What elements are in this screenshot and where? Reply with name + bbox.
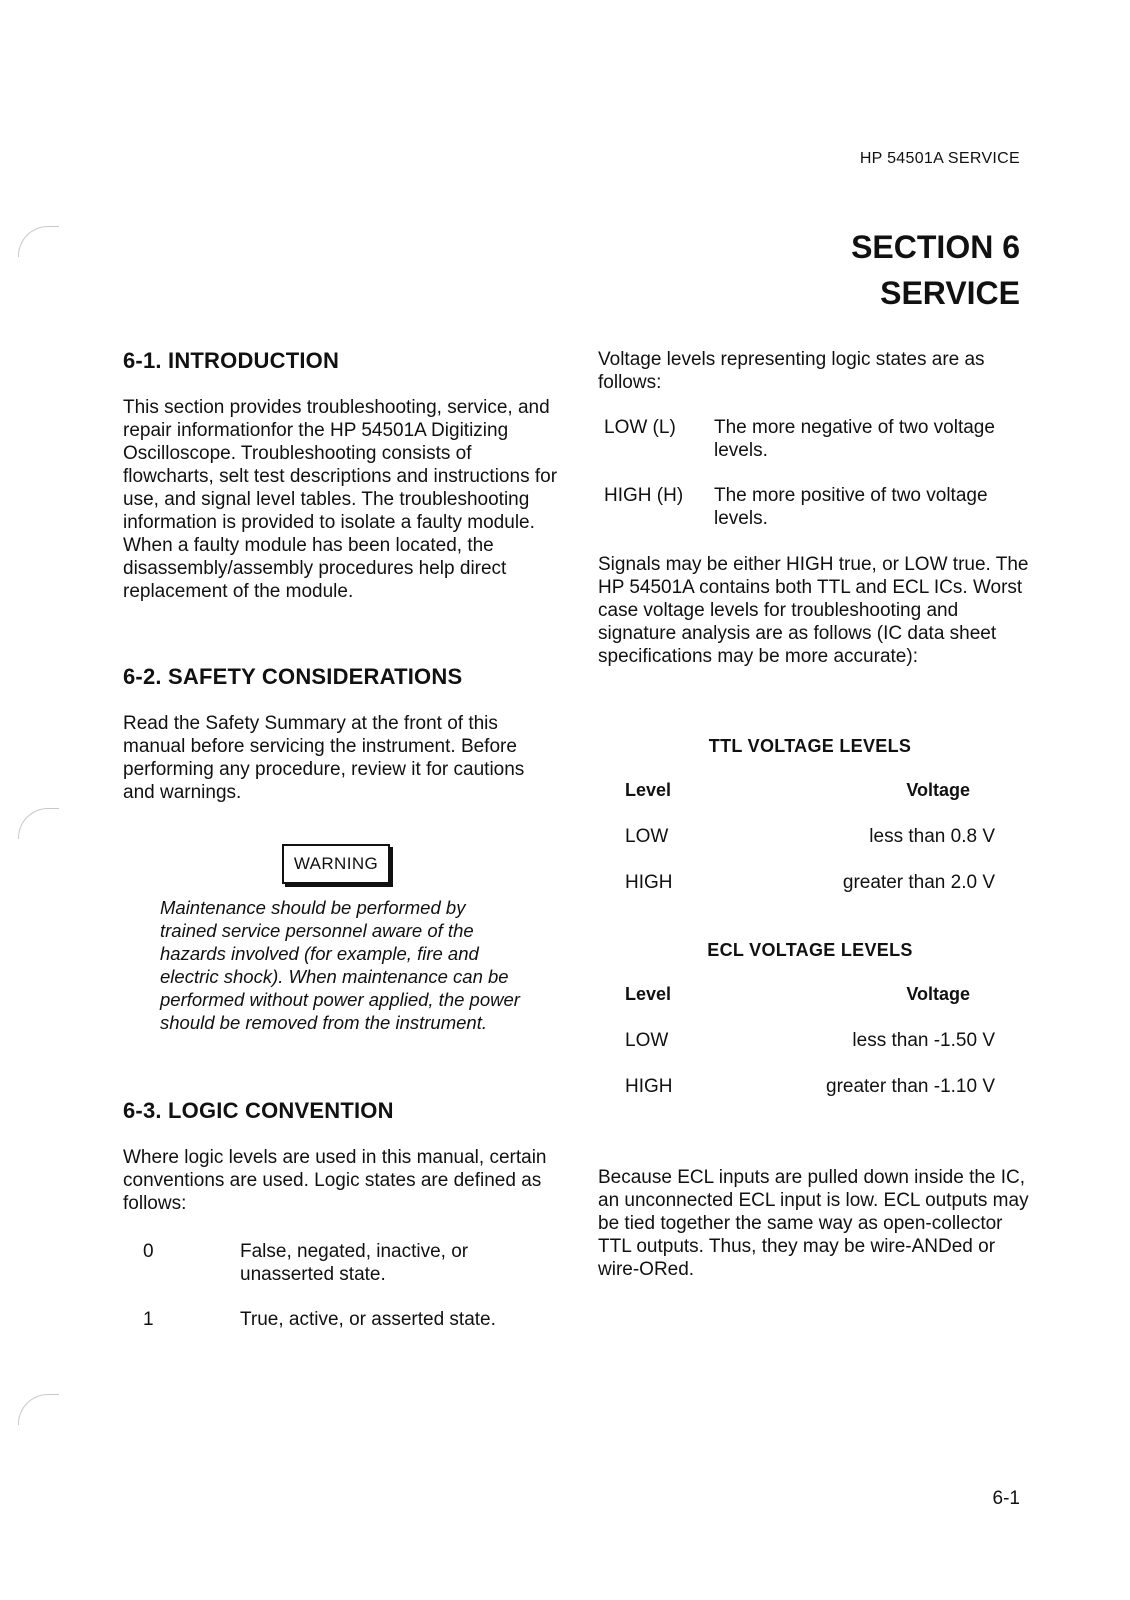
warning-text: Maintenance should be performed by trained service personnel aware of the hazards involved (for example, fire and electric shock). When maintenance can be performed without power applied, the power should be removed from the instrument. — [160, 897, 520, 1033]
logic-body: Where logic levels are used in this manual, certain conventions are used. Logic states are defined as follows: — [123, 1147, 547, 1214]
logic-state-text: False, negated, inactive, or unasserted state. — [240, 1241, 469, 1285]
ecl-row-voltage: less than -1.50 V — [852, 1030, 995, 1051]
ecl-table-header — [600, 984, 1020, 1030]
ecl-table-row — [600, 1030, 1020, 1076]
logic-state-row — [143, 1240, 543, 1286]
voltage-level-term: HIGH (H) — [604, 485, 684, 506]
intro-section — [123, 348, 558, 603]
ttl-table-title: TTL VOLTAGE LEVELS — [708, 736, 912, 756]
intro-body: This section provides troubleshooting, service, and repair informationfor the HP 54501A Digitizing Oscilloscope. Troubleshooting consists of flowcharts, selt test descriptions and instructions for use, and signal level tables. The troubleshooting information is provided to isolate a faulty module. When a faulty module has been located, the disassembly/assembly procedures help direct replacement of the module. — [123, 397, 558, 602]
ttl-row-voltage: greater than 2.0 V — [842, 872, 995, 893]
ttl-col-level: Level — [625, 780, 672, 800]
logic-states-list — [143, 1240, 543, 1353]
ecl-row-voltage: greater than -1.10 V — [826, 1076, 995, 1097]
section-number: SECTION 6 — [851, 229, 1020, 265]
logic-state-text: True, active, or asserted state. — [240, 1309, 496, 1330]
voltage-intro: Voltage levels representing logic states are as follows: — [598, 349, 985, 393]
signals-paragraph: Signals may be either HIGH true, or LOW true. The HP 54501A contains both TTL and ECL ICs. Worst case voltage levels for troubleshooting and signature analysis are as follows (IC data sheet specifications may be more accurate): — [598, 554, 1029, 667]
ttl-row-level: LOW — [625, 826, 669, 847]
voltage-level-term: LOW (L) — [604, 417, 676, 438]
ecl-row-level: HIGH — [625, 1076, 673, 1097]
scan-mark — [18, 226, 59, 257]
logic-heading: 6-3. LOGIC CONVENTION — [123, 1098, 394, 1123]
ttl-table-row — [600, 826, 1020, 872]
warning-label: WARNING — [282, 844, 390, 884]
ecl-table-title: ECL VOLTAGE LEVELS — [707, 940, 913, 960]
section-title — [720, 224, 1020, 316]
ttl-table-header — [600, 780, 1020, 826]
ecl-note: Because ECL inputs are pulled down inside the IC, an unconnected ECL input is low. ECL outputs may be tied together the same way as open-collector TTL outputs. Thus, they may be wire-ANDed or wire-ORed. — [598, 1167, 1029, 1280]
logic-state-term: 1 — [143, 1309, 154, 1330]
ttl-row-level: HIGH — [625, 872, 673, 893]
voltage-level-text: The more positive of two voltage levels. — [714, 485, 988, 529]
ecl-voltage-table — [600, 940, 1020, 1122]
safety-section — [123, 664, 558, 804]
ecl-table-row — [600, 1076, 1020, 1122]
voltage-level-row — [604, 484, 1024, 530]
voltage-level-text: The more negative of two voltage levels. — [714, 417, 995, 461]
ecl-col-voltage: Voltage — [906, 984, 970, 1004]
scan-mark — [18, 808, 59, 839]
running-head: HP 54501A SERVICE — [859, 150, 1020, 167]
safety-body: Read the Safety Summary at the front of this manual before servicing the instrument. Before performing any procedure, review it for cautions and warnings. — [123, 713, 525, 803]
ttl-voltage-table — [600, 736, 1020, 918]
logic-section — [123, 1098, 558, 1215]
safety-heading: 6-2. SAFETY CONSIDERATIONS — [123, 664, 463, 689]
page-number: 6-1 — [992, 1488, 1020, 1509]
section-name: SERVICE — [880, 275, 1020, 311]
scan-mark — [18, 1394, 59, 1425]
logic-state-row — [143, 1308, 543, 1331]
ecl-col-level: Level — [625, 984, 672, 1004]
ttl-row-voltage: less than 0.8 V — [869, 826, 995, 847]
voltage-levels-list — [604, 416, 1024, 552]
logic-state-term: 0 — [143, 1241, 154, 1262]
ttl-col-voltage: Voltage — [906, 780, 970, 800]
ttl-table-row — [600, 872, 1020, 918]
voltage-level-row — [604, 416, 1024, 462]
intro-heading: 6-1. INTRODUCTION — [123, 348, 340, 373]
ecl-row-level: LOW — [625, 1030, 669, 1051]
